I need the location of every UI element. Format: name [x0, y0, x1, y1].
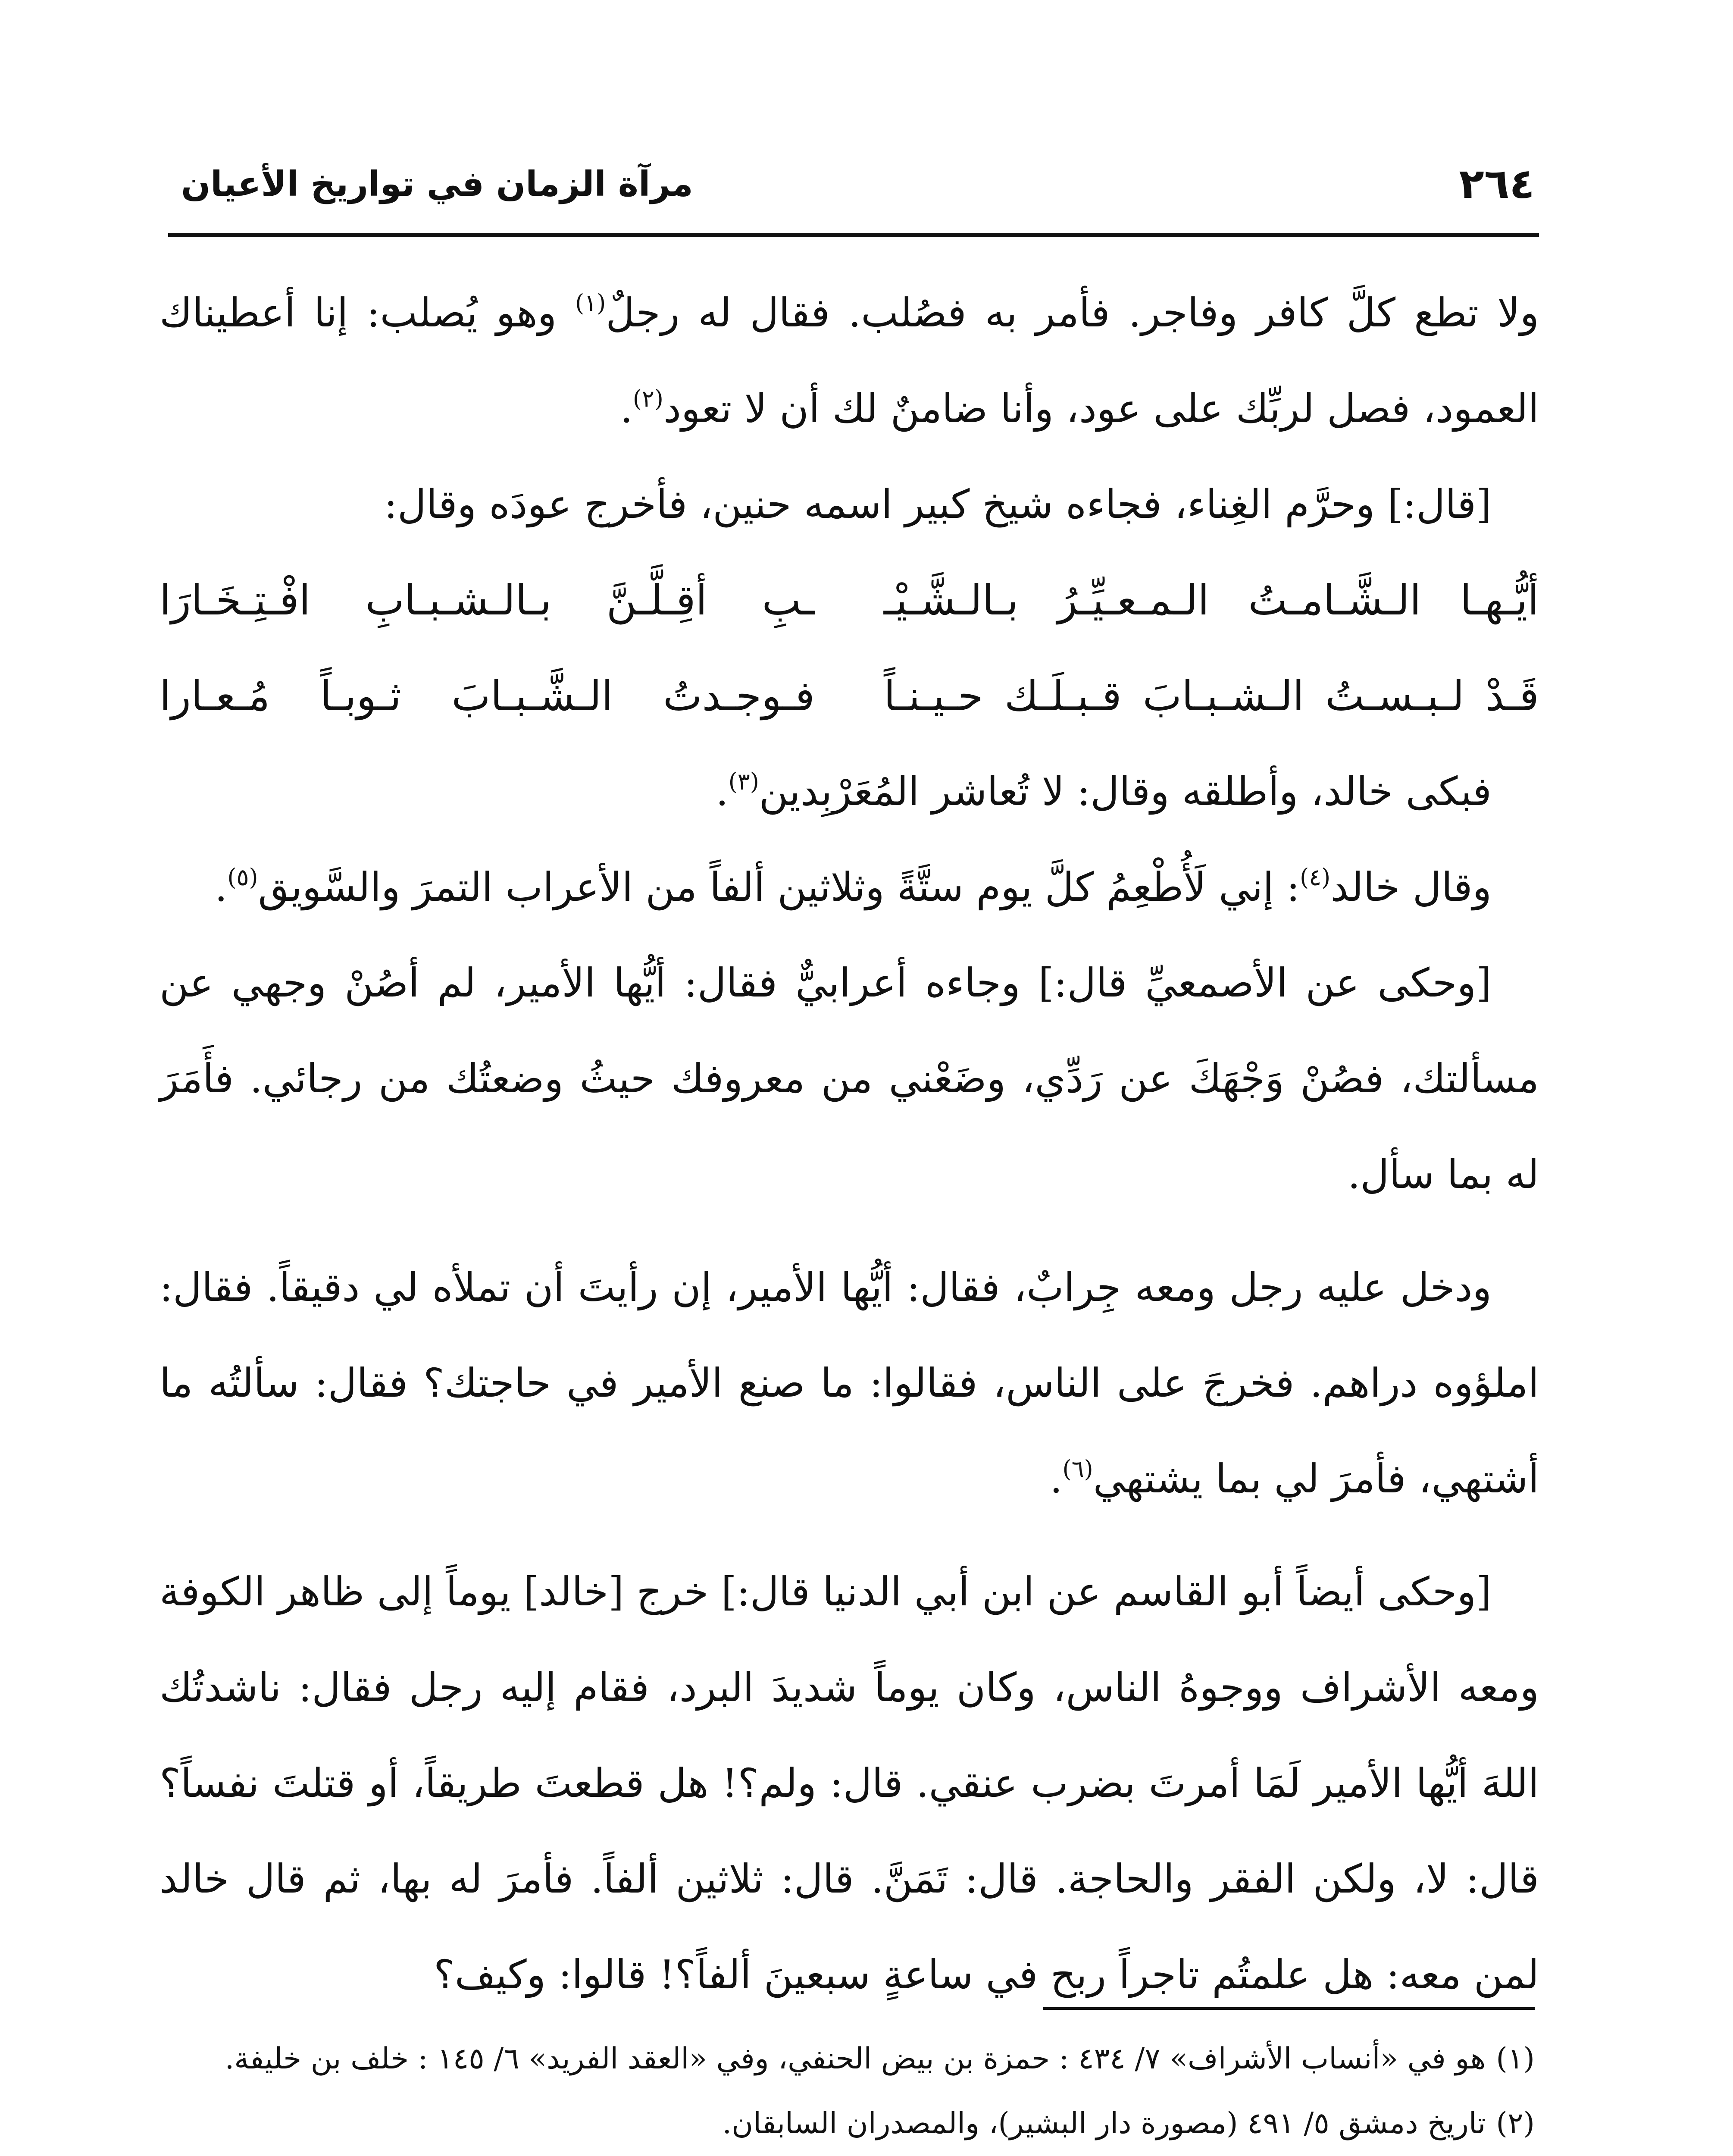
footnote-marker: (٣) [728, 768, 759, 795]
footnote-text: هو في «أنساب الأشراف» ٧/ ٤٣٤ : حمزة بن بيض الحنفي، وفي «العقد الفريد» ٦/ ١٤٥ : خلف بن خليفة. [225, 2042, 1486, 2076]
paragraph [160, 457, 1539, 552]
hemistich-second: فـوجـدتُ الـشَّـبـابَ ثـوبـاً مُـعـارا [160, 672, 815, 720]
footnote-marker: (٦) [1062, 1455, 1093, 1482]
paragraph [160, 840, 1539, 935]
paragraph [160, 1544, 1539, 2023]
text-segment: [وحكى أيضاً أبو القاسم عن ابن أبي الدنيا قال:] خرج [خالد] يوماً إلى ظاهر الكوفة ومعه الأشراف ووجوهُ الناس، وكان يوماً شديدَ البرد، فقام إليه رجل فقال: ناشدتُك اللهَ أيُّها الأمير لَمَا أمرتَ بضرب عنقي. قال: ولم؟! هل قطعتَ طريقاً، أو قتلتَ نفساً؟ قال: لا، ولكن الفقر والحاجة. قال: تَمَنَّ. قال: ثلاثين ألفاً. فأمرَ له بها، ثم قال خالد لمن معه: هل علمتُم تاجراً ربح في ساعةٍ سبعينَ ألفاً؟! قالوا: وكيف؟ [160, 1569, 1539, 1998]
paragraph [160, 935, 1539, 1222]
paragraph [160, 744, 1539, 840]
text-segment: : إني لَأُطْعِمُ كلَّ يوم ستَّةً وثلاثين ألفاً من الأعراب التمرَ والسَّويق [258, 864, 1300, 910]
text-segment: وهو يُصلب: إنا أعطيناك العمود، فصل لربِّك على عود، وأنا ضامنٌ لك أن لا تعود [160, 290, 1539, 432]
footnote-rule [1043, 2007, 1535, 2010]
footnote-number: (٢) [1496, 2106, 1535, 2140]
verse-line [160, 648, 1539, 744]
paragraphs-before-verse [160, 265, 1539, 552]
paragraph [160, 1240, 1539, 1527]
text-segment: . [620, 385, 633, 432]
text-segment: . [215, 864, 228, 910]
text-segment: [وحكى عن الأصمعيِّ قال:] وجاءه أعرابيٌّ فقال: أيُّها الأمير، لم أصُنْ وجهي عن مسألتك، فصُنْ وَجْهَكَ عن رَدِّي، وضَعْني من معروفك حيثُ وضعتُك من رجائي. فأَمَرَ له بما سأل. [160, 960, 1539, 1197]
hemistich-first: قَـدْ لـبـسـتُ الـشـبـابَ قـبـلَـك حـيـنـاً [884, 672, 1539, 720]
poem-verses [160, 552, 1539, 744]
text-segment: . [716, 768, 729, 815]
footnote [181, 2091, 1535, 2156]
footnotes [181, 2027, 1535, 2156]
running-title: مرآة الزمان في تواريخ الأعيان [181, 164, 693, 204]
main-text [160, 265, 1539, 2023]
footnote-marker: (٥) [227, 864, 258, 891]
text-segment: فبكى خالد، وأطلقه وقال: لا تُعاشر المُعَرْبِدين [759, 768, 1492, 815]
page-number: ٢٦٤ [1459, 160, 1535, 208]
hemistich-second: ـبِ أقِـلَّـنَّ بـالـشـبـابِ افْـتِـخَـارَا [160, 576, 815, 624]
hemistich-first: أيُّـهـا الـشَّـامـتُ الـمـعـيِّـرُ بـالـشَّـيْـ [884, 576, 1539, 624]
footnote-marker: (٤) [1300, 864, 1331, 891]
verse-line [160, 552, 1539, 648]
header-rule [168, 233, 1539, 237]
text-segment: ولا تطع كلَّ كافر وفاجر. فأمر به فصُلب. فقال له رجلٌ [606, 290, 1539, 336]
footnote-marker: (٢) [632, 385, 663, 412]
footnote-number: (١) [1496, 2042, 1535, 2076]
footnote [181, 2027, 1535, 2091]
text-segment: . [1050, 1456, 1063, 1502]
footnote-marker: (١) [575, 289, 606, 317]
text-segment: [قال:] وحرَّم الغِناء، فجاءه شيخ كبير اسمه حنين، فأخرج عودَه وقال: [384, 481, 1492, 527]
paragraphs-after-verse [160, 744, 1539, 2023]
paragraph [160, 265, 1539, 457]
text-segment: ودخل عليه رجل ومعه جِرابٌ، فقال: أيُّها الأمير، إن رأيتَ أن تملأه لي دقيقاً. فقال: املؤوه دراهم. فخرجَ على الناس، فقالوا: ما صنع الأمير في حاجتك؟ فقال: سألتُه ما أشتهي، فأمرَ لي بما يشتهي [160, 1264, 1539, 1502]
page-header [181, 155, 1535, 216]
footnote-text: تاريخ دمشق ٥/ ٤٩١ (مصورة دار البشير)، والمصدران السابقان. [722, 2106, 1486, 2140]
text-segment: وقال خالد [1330, 864, 1492, 910]
